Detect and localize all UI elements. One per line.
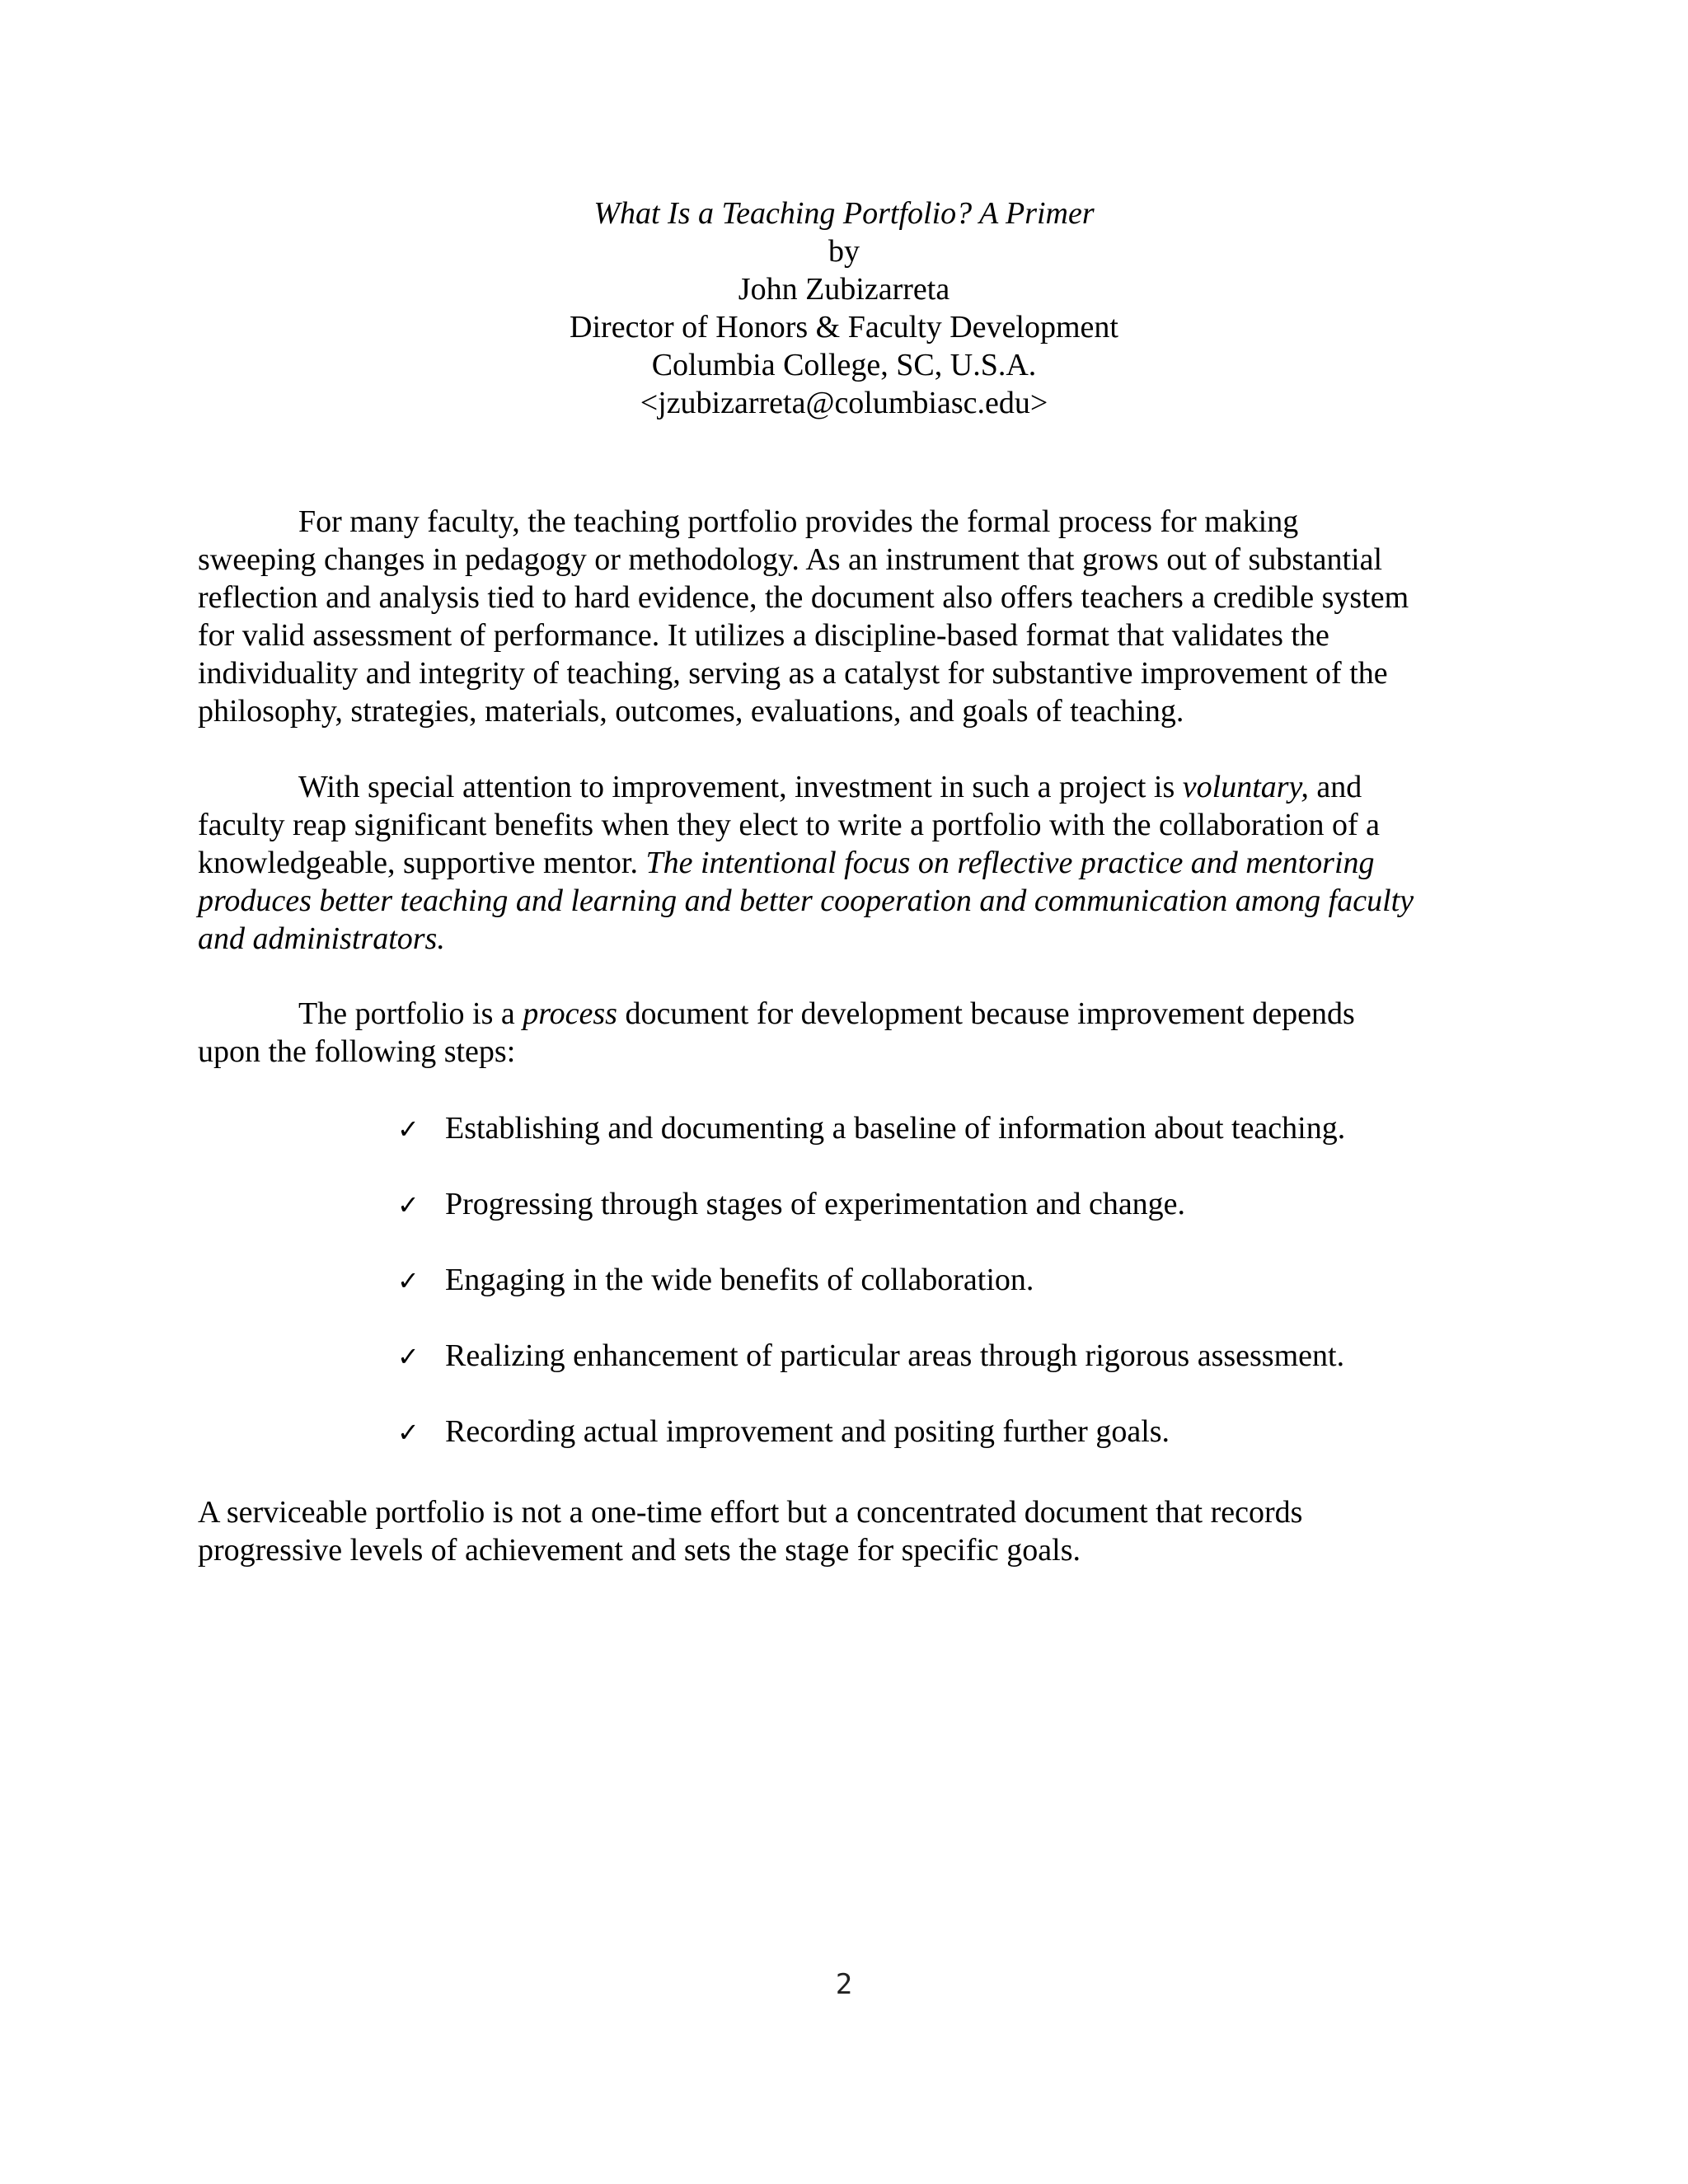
checklist-item (397, 1337, 1551, 1375)
emphasis-statement: produces better teaching and learning and better cooperation and communication among faculty (198, 883, 1414, 918)
checklist-item-text: Recording actual improvement and positing further goals. (445, 1414, 1170, 1449)
paragraph-1-line: reflection and analysis tied to hard evidence, the document also offers teachers a credible system (198, 580, 1409, 615)
paragraph-1-line: individuality and integrity of teaching, serving as a catalyst for substantive improvement of the (198, 656, 1388, 691)
paragraph-3 (198, 995, 1492, 1071)
paragraph-3-text: document for development because improvement depends (617, 996, 1355, 1031)
paragraph-1-line: for valid assessment of performance. It utilizes a discipline-based format that validates the (198, 618, 1329, 653)
paragraph-1-line: philosophy, strategies, materials, outcomes, evaluations, and goals of teaching. (198, 694, 1184, 729)
author-email: <jzubizarreta@columbiasc.edu> (640, 386, 1048, 420)
paragraph-2-line: faculty reap significant benefits when they elect to write a portfolio with the collaboration of a (198, 808, 1380, 842)
paragraph-1-line: sweeping changes in pedagogy or methodology. As an instrument that grows out of substantial (198, 542, 1383, 577)
paragraph-1-line: For many faculty, the teaching portfolio provides the formal process for making (298, 504, 1299, 539)
author-institution: Columbia College, SC, U.S.A. (651, 348, 1037, 382)
checkmark-icon: ✓ (397, 1265, 420, 1296)
checklist-item (397, 1413, 1551, 1451)
paragraph-2 (198, 768, 1492, 958)
emphasis-voluntary: voluntary, (1182, 770, 1309, 804)
paragraph-2-text: knowledgeable, supportive mentor. (198, 846, 646, 880)
checklist-item-text: Engaging in the wide benefits of collaboration. (445, 1263, 1034, 1297)
checkmark-icon: ✓ (397, 1341, 420, 1372)
paragraph-3-text: The portfolio is a (298, 996, 523, 1031)
paragraph-3-line (198, 995, 1492, 1033)
document-title: What Is a Teaching Portfolio? A Primer (593, 196, 1095, 231)
checklist-item (397, 1109, 1551, 1147)
paragraph-2-text: and (1308, 770, 1362, 804)
paragraph-4-line: A serviceable portfolio is not a one-time effort but a concentrated document that records (198, 1495, 1303, 1530)
checkmark-icon: ✓ (397, 1189, 420, 1221)
paragraph-2-line (198, 920, 1492, 958)
checklist-item-text: Establishing and documenting a baseline of information about teaching. (445, 1111, 1346, 1146)
checkmark-icon: ✓ (397, 1417, 420, 1448)
paragraph-4 (198, 1493, 1492, 1569)
paragraph-1 (198, 503, 1492, 730)
document-header (0, 194, 1688, 422)
author-position: Director of Honors & Faculty Development (570, 310, 1118, 344)
emphasis-statement: The intentional focus on reflective practice and mentoring (645, 846, 1375, 880)
checklist-item (397, 1261, 1551, 1299)
paragraph-2-line (198, 882, 1492, 920)
author-name: John Zubizarreta (738, 272, 950, 307)
steps-checklist (397, 1109, 1551, 1488)
checklist-item (397, 1185, 1551, 1223)
emphasis-statement: and administrators. (198, 921, 445, 956)
paragraph-2-line (198, 844, 1492, 882)
paragraph-2-text: With special attention to improvement, investment in such a project is (298, 770, 1183, 804)
checklist-item-text: Progressing through stages of experimentation and change. (445, 1187, 1186, 1221)
paragraph-4-line: progressive levels of achievement and sets the stage for specific goals. (198, 1533, 1081, 1568)
emphasis-process: process (523, 996, 617, 1031)
paragraph-3-line: upon the following steps: (198, 1034, 516, 1069)
byline-by: by (828, 234, 860, 269)
page-number: 2 (835, 1968, 853, 2001)
checkmark-icon: ✓ (397, 1113, 420, 1145)
paragraph-2-line (198, 768, 1492, 806)
checklist-item-text: Realizing enhancement of particular areas through rigorous assessment. (445, 1338, 1345, 1373)
